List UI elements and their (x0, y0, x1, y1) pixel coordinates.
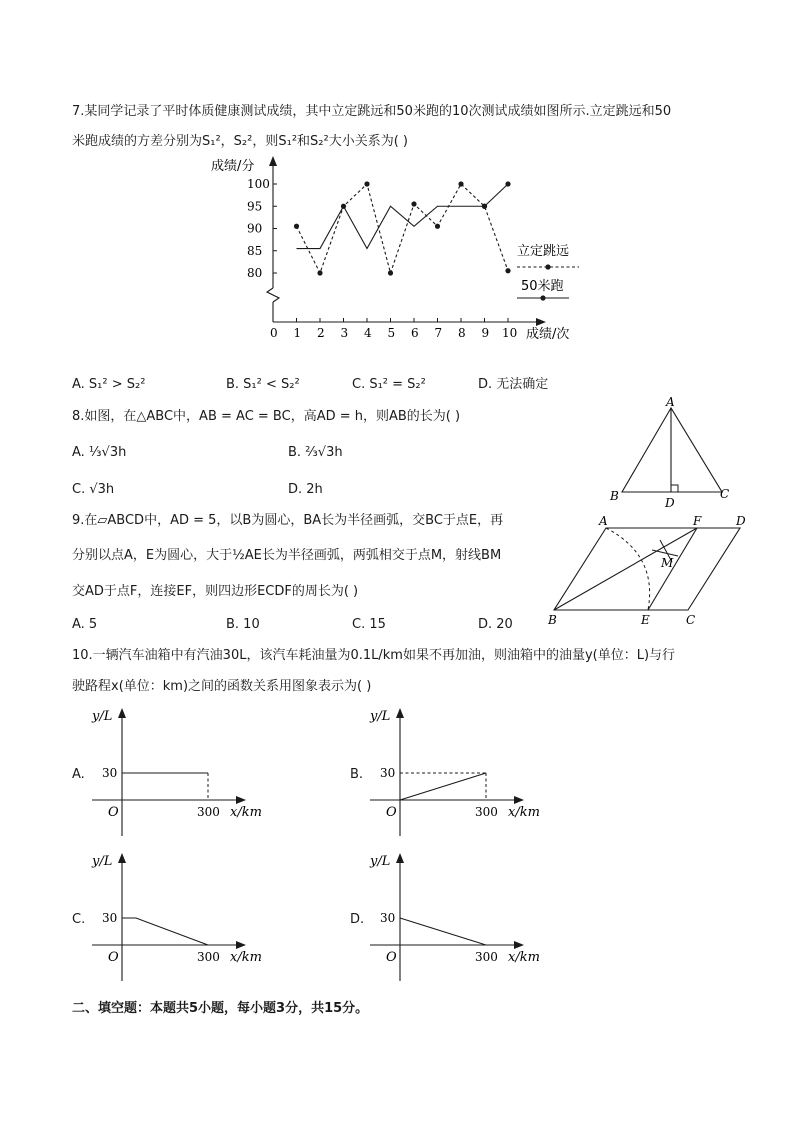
point-立定跳远 (458, 181, 463, 186)
q8-label-b: B (610, 489, 619, 503)
q8-triangle-figure (600, 392, 750, 512)
q9-label-f: F (693, 514, 702, 528)
x-axis-label: x/km (508, 805, 540, 820)
q8-option-a[interactable]: A. ⅓√3h (72, 445, 127, 460)
q8-option-d[interactable]: D. 2h (288, 482, 323, 497)
x-tick-label: 300 (475, 805, 498, 819)
q9-option-a[interactable]: A. 5 (72, 617, 98, 632)
point-立定跳远 (435, 224, 440, 229)
q9-stem-line3: 交AD于点F，连接EF，则四边形ECDF的周长为( ) (72, 584, 359, 599)
y-tick-label: 30 (380, 911, 396, 925)
series-line-立定跳远 (297, 184, 509, 273)
x-axis-arrow (236, 941, 246, 949)
x-tick-label: 0 (270, 326, 278, 340)
x-axis-label: x/km (508, 950, 540, 965)
q10-letter-b: B. (350, 767, 364, 782)
q7-option-b[interactable]: B. S₁² < S₂² (226, 377, 300, 392)
origin-label: O (386, 805, 397, 820)
series-line-50米跑 (297, 184, 509, 249)
x-tick-label: 2 (317, 326, 325, 340)
q10-graph-b[interactable] (348, 700, 598, 840)
q9-label-c: C (686, 613, 696, 627)
y-axis-label: y/L (92, 854, 113, 869)
y-axis-break (267, 288, 279, 302)
q8-label-d: D (665, 496, 675, 510)
x-tick-label: 9 (481, 326, 490, 340)
y-tick-label: 90 (247, 221, 263, 236)
x-tick-label: 300 (475, 950, 498, 964)
y-tick-label: 30 (380, 766, 396, 780)
origin-label: O (108, 950, 119, 965)
q7-stem-line1: 7.某同学记录了平时体质健康测试成绩，其中立定跳远和50米跑的10次测试成绩如图所示.立定跳远和50 (72, 104, 672, 119)
q10-graph-b-svg (348, 700, 598, 840)
x-tick-label: 10 (502, 326, 518, 340)
q7-option-a[interactable]: A. S₁² > S₂² (72, 377, 146, 392)
q10-graph-c[interactable] (70, 845, 320, 985)
q8-stem: 8.如图，在△ABC中，AB = AC = BC，高AD = h，则AB的长为( ) (72, 409, 461, 424)
x-axis-label: x/km (230, 950, 262, 965)
y-tick-label: 80 (247, 266, 263, 280)
q9-parallelogram-figure (540, 510, 755, 630)
q10-graph-a-svg (70, 700, 320, 840)
y-axis-arrow (118, 708, 126, 718)
graph-line (400, 918, 486, 945)
point-50米跑 (505, 181, 510, 186)
q7-stem-line2: 米跑成绩的方差分别为S₁²，S₂²，则S₁²和S₂²大小关系为( ) (72, 134, 408, 149)
q10-graph-c-svg (70, 845, 320, 985)
point-立定跳远 (317, 270, 322, 275)
q10-stem-line2: 驶路程x(单位：km)之间的函数关系用图象表示为( ) (72, 679, 372, 694)
graph-line (122, 918, 208, 945)
x-tick-label: 5 (387, 326, 396, 340)
q10-stem-line1: 10.一辆汽车油箱中有汽油30L，该汽车耗油量为0.1L/km如果不再加油，则油箱中的油量y(单位：L)与行 (72, 648, 676, 663)
point-立定跳远 (294, 224, 299, 229)
q9-label-a: A (599, 514, 608, 528)
origin-label: O (386, 950, 397, 965)
x-tick-label: 300 (197, 805, 220, 819)
q9-stem-line2: 分别以点A，E为圆心，大于½AE长为半径画弧，两弧相交于点M，射线BM (72, 548, 502, 563)
q9-label-b: B (548, 613, 557, 627)
legend-label-50米跑: 50米跑 (521, 279, 564, 294)
y-axis-arrow (118, 853, 126, 863)
x-tick-label: 7 (434, 326, 443, 340)
x-tick-label: 1 (293, 326, 302, 340)
q7-line-chart (205, 152, 595, 347)
y-axis-title: 成绩/分 (211, 159, 255, 174)
x-axis-title: 成绩/次 (526, 327, 570, 342)
q8-label-c: C (720, 487, 730, 501)
x-tick-label: 4 (364, 326, 372, 340)
point-立定跳远 (388, 270, 393, 275)
q7-option-c[interactable]: C. S₁² = S₂² (352, 377, 426, 392)
point-立定跳远 (411, 201, 416, 206)
q8-option-c[interactable]: C. √3h (72, 482, 115, 497)
y-tick-label: 95 (247, 199, 263, 214)
q9-label-d: D (736, 514, 746, 528)
y-axis-label: y/L (92, 709, 113, 724)
q9-stem-line1: 9.在▱ABCD中，AD = 5，以B为圆心，BA长为半径画弧，交BC于点E，再 (72, 513, 504, 528)
y-axis-arrow (396, 853, 404, 863)
q10-letter-d: D. (350, 912, 365, 927)
x-tick-label: 8 (458, 326, 466, 340)
origin-label: O (108, 805, 119, 820)
point-立定跳远 (505, 268, 510, 273)
y-axis-arrow (269, 156, 277, 166)
y-tick-label: 30 (102, 911, 118, 925)
y-axis-label: y/L (370, 709, 391, 724)
q10-letter-c: C. (72, 912, 86, 927)
section2-heading: 二、填空题：本题共5小题，每小题3分，共15分。 (72, 1001, 369, 1016)
q9-label-e: E (641, 613, 650, 627)
q9-option-d[interactable]: D. 20 (478, 617, 513, 632)
q9-option-b[interactable]: B. 10 (226, 617, 260, 632)
point-立定跳远 (364, 181, 369, 186)
q10-graph-d[interactable] (348, 845, 598, 985)
point-50米跑 (482, 204, 487, 209)
q10-graph-a[interactable] (70, 700, 320, 840)
y-tick-label: 100 (247, 177, 270, 191)
x-axis-arrow (236, 796, 246, 804)
legend-label-立定跳远: 立定跳远 (517, 244, 570, 259)
q10-letter-a: A. (72, 767, 85, 782)
y-axis-label: y/L (370, 854, 391, 869)
y-tick-label: 85 (247, 243, 263, 258)
y-axis-arrow (396, 708, 404, 718)
x-axis-arrow (536, 318, 546, 326)
legend-dot-立定跳远 (545, 264, 550, 269)
q10-graph-d-svg (348, 845, 598, 985)
x-tick-label: 3 (340, 326, 349, 340)
y-tick-label: 30 (102, 766, 118, 780)
x-axis-label: x/km (230, 805, 262, 820)
graph-line (400, 773, 486, 800)
q7-option-d[interactable]: D. 无法确定 (478, 377, 549, 392)
q9-label-m: M (661, 556, 674, 570)
x-axis-arrow (514, 796, 524, 804)
x-tick-label: 6 (411, 326, 419, 340)
x-axis-arrow (514, 941, 524, 949)
legend-dot-50米跑 (540, 295, 545, 300)
q9-option-c[interactable]: C. 15 (352, 617, 386, 632)
x-tick-label: 300 (197, 950, 220, 964)
q8-label-a: A (666, 395, 675, 409)
q8-option-b[interactable]: B. ⅔√3h (288, 445, 343, 460)
